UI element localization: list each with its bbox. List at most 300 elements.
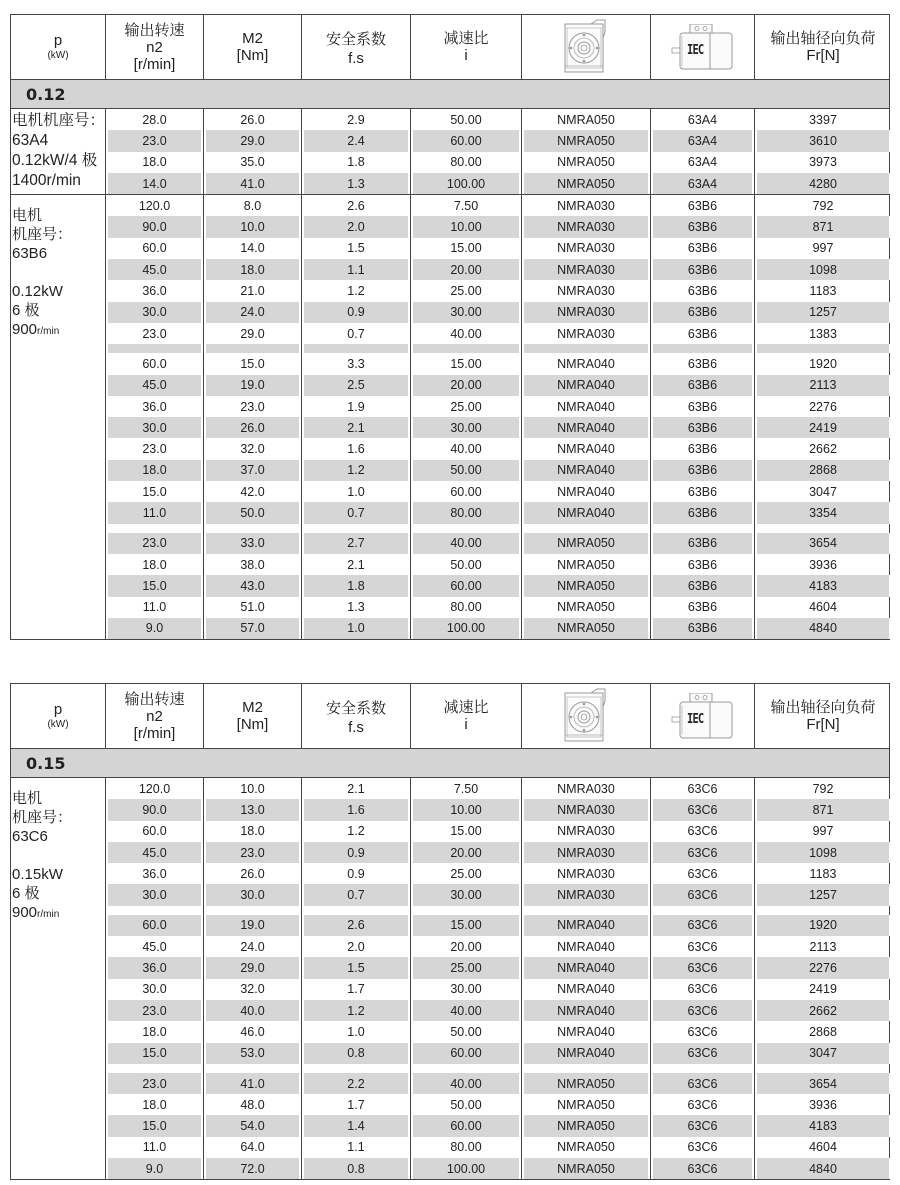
iec-motor-icon	[670, 693, 736, 739]
cell-output-speed: 30.0	[106, 884, 204, 905]
cell-radial-load: 1383	[809, 326, 837, 341]
ratio-label: 减速比	[443, 699, 489, 716]
cell-radial-load: 3973	[809, 155, 837, 170]
motor-group	[11, 195, 889, 639]
ratio-symbol: i	[464, 47, 468, 64]
cell-torque: 64.0	[204, 1137, 302, 1158]
cell-torque: 30.0	[204, 884, 302, 905]
motor-line4: 1400r/min	[12, 172, 81, 189]
cell-ratio: 40.00	[411, 533, 522, 554]
header-safety-factor	[302, 684, 411, 748]
iec-label: IEC	[686, 712, 703, 727]
cell-motor-frame: 63C6	[651, 1094, 755, 1115]
torque-symbol: M2	[242, 699, 263, 716]
cell-gearbox-model: NMRA050	[522, 130, 651, 151]
cell-motor-frame: 63C6	[651, 936, 755, 957]
cell-ratio: 15.00	[411, 238, 522, 259]
motor-speed	[12, 320, 105, 341]
header-gearbox	[522, 684, 651, 748]
cell-motor-frame: 63B6	[651, 195, 755, 216]
speed-unit: [r/min]	[133, 724, 176, 742]
cell-safety-factor: 0.7	[302, 323, 411, 344]
cell-gearbox-model: NMRA050	[522, 533, 651, 554]
cell-gearbox-model: NMRA040	[522, 979, 651, 1000]
cell-motor-frame: 63C6	[651, 1158, 755, 1179]
cell-ratio: 7.50	[411, 195, 522, 216]
performance-table-0-12kw	[10, 14, 890, 640]
cell-torque: 50.0	[204, 502, 302, 523]
cell-output-speed: 11.0	[106, 1137, 204, 1158]
cell-gearbox-model: NMRA050	[522, 173, 651, 194]
cell-safety-factor: 0.7	[302, 884, 411, 905]
cell-torque: 53.0	[204, 1043, 302, 1064]
spacer-cell	[651, 1064, 755, 1073]
cell-torque: 14.0	[204, 238, 302, 259]
cell-motor-frame: 63C6	[651, 1137, 755, 1158]
cell-torque: 10.0	[204, 778, 302, 799]
cell-motor-frame: 63C6	[651, 863, 755, 884]
cell-radial-load: 871	[755, 216, 891, 237]
cell-safety-factor: 2.1	[302, 417, 411, 438]
cell-ratio: 80.00	[411, 1137, 522, 1158]
cell-output-speed: 30.0	[106, 302, 204, 323]
cell-gearbox-model: NMRA030	[522, 884, 651, 905]
cell-radial-load: 3610	[755, 130, 891, 151]
table-row	[106, 216, 891, 237]
cell-motor-frame: 63B6	[651, 502, 755, 523]
motor-group	[11, 778, 889, 1179]
cell-safety-factor: 1.8	[302, 575, 411, 596]
header-power	[11, 15, 106, 79]
cell-gearbox-model: NMRA050	[522, 1115, 651, 1136]
cell-output-speed: 28.0	[106, 109, 204, 130]
data-rows	[106, 109, 891, 194]
spacer-cell	[651, 344, 755, 353]
cell-gearbox-model: NMRA030	[522, 259, 651, 280]
cell-torque: 32.0	[204, 438, 302, 459]
table-row	[106, 280, 891, 301]
cell-motor-frame: 63B6	[651, 481, 755, 502]
spacer-cell	[651, 524, 755, 533]
cell-safety-factor: 2.2	[302, 1073, 411, 1094]
cell-motor-frame: 63C6	[651, 1043, 755, 1064]
power-section-band: 0.15	[11, 749, 889, 778]
cell-output-speed: 45.0	[106, 375, 204, 396]
cell-radial-load: 871	[755, 799, 891, 820]
cell-safety-factor: 1.2	[302, 821, 411, 842]
spacer-cell	[755, 344, 891, 353]
cell-ratio: 7.50	[411, 778, 522, 799]
spacer-cell	[106, 1064, 204, 1073]
motor-line1: 电机	[12, 207, 43, 225]
table-row	[106, 1000, 891, 1021]
cell-output-speed: 90.0	[106, 216, 204, 237]
cell-gearbox-model: NMRA030	[522, 821, 651, 842]
table-header	[11, 684, 889, 749]
spacer-cell	[302, 906, 411, 915]
cell-radial-load: 3936	[809, 557, 837, 572]
cell-safety-factor: 1.0	[302, 481, 411, 502]
cell-output-speed: 60.0	[106, 915, 204, 936]
speed-symbol: n2	[146, 707, 163, 725]
cell-safety-factor: 0.8	[302, 1158, 411, 1179]
cell-output-speed: 60.0	[106, 821, 204, 842]
cell-ratio: 40.00	[411, 1000, 522, 1021]
cell-torque: 51.0	[204, 597, 302, 618]
cell-safety-factor: 1.2	[302, 280, 411, 301]
cell-gearbox-model: NMRA040	[522, 460, 651, 481]
header-gearbox	[522, 15, 651, 79]
cell-torque: 15.0	[204, 353, 302, 374]
cell-output-speed: 18.0	[106, 1094, 204, 1115]
table-row	[106, 460, 891, 481]
cell-motor-frame: 63B6	[651, 438, 755, 459]
safety-symbol: f.s	[348, 50, 364, 67]
cell-ratio: 50.00	[411, 1094, 522, 1115]
spacer-cell	[204, 344, 302, 353]
motor-speed-value: 900	[12, 321, 38, 339]
cell-safety-factor: 1.1	[302, 1137, 411, 1158]
motor-spacer	[12, 263, 105, 282]
motor-description	[11, 195, 106, 639]
cell-torque: 43.0	[204, 575, 302, 596]
cell-motor-frame: 63B6	[651, 554, 755, 575]
table-row	[106, 1158, 891, 1179]
spacer-cell	[522, 1064, 651, 1073]
table-row	[106, 863, 891, 884]
spacer-cell	[106, 344, 204, 353]
cell-gearbox-model: NMRA050	[522, 152, 651, 173]
cell-ratio: 40.00	[411, 438, 522, 459]
cell-gearbox-model: NMRA050	[522, 554, 651, 575]
cell-output-speed: 23.0	[106, 1073, 204, 1094]
motor-speed-unit: r/min	[37, 909, 60, 920]
cell-gearbox-model: NMRA050	[522, 109, 651, 130]
cell-motor-frame: 63C6	[651, 1000, 755, 1021]
cell-radial-load: 4280	[755, 173, 891, 194]
cell-gearbox-model: NMRA050	[522, 597, 651, 618]
cell-motor-frame: 63B6	[651, 533, 755, 554]
cell-ratio: 25.00	[411, 280, 522, 301]
cell-gearbox-model: NMRA040	[522, 353, 651, 374]
cell-safety-factor: 1.3	[302, 597, 411, 618]
cell-ratio: 80.00	[411, 502, 522, 523]
table-row	[106, 957, 891, 978]
header-radial-load	[755, 15, 891, 79]
cell-radial-load: 1257	[755, 302, 891, 323]
iec-motor-icon	[670, 24, 736, 70]
cell-ratio: 15.00	[411, 821, 522, 842]
cell-motor-frame: 63A4	[651, 109, 755, 130]
iec-label: IEC	[686, 43, 703, 58]
speed-label: 输出转速	[124, 690, 185, 708]
cell-ratio: 100.00	[411, 1158, 522, 1179]
cell-output-speed: 23.0	[106, 1000, 204, 1021]
cell-radial-load: 2868	[755, 460, 891, 481]
table-row	[106, 152, 891, 173]
cell-torque: 32.0	[204, 979, 302, 1000]
cell-torque: 42.0	[204, 481, 302, 502]
cell-radial-load: 1098	[755, 259, 891, 280]
cell-safety-factor: 1.2	[302, 1000, 411, 1021]
cell-torque: 24.0	[204, 302, 302, 323]
cell-gearbox-model: NMRA040	[522, 957, 651, 978]
performance-table-0-15kw	[10, 683, 890, 1180]
cell-motor-frame: 63B6	[651, 575, 755, 596]
cell-output-speed: 36.0	[106, 863, 204, 884]
motor-speed-unit: r/min	[37, 326, 60, 338]
cell-ratio: 30.00	[411, 979, 522, 1000]
cell-motor-frame: 63C6	[651, 884, 755, 905]
table-row	[106, 1094, 891, 1115]
cell-torque: 26.0	[204, 863, 302, 884]
cell-gearbox-model: NMRA050	[522, 1158, 651, 1179]
header-torque	[204, 15, 302, 79]
cell-motor-frame: 63B6	[651, 375, 755, 396]
table-row	[106, 353, 891, 374]
cell-gearbox-model: NMRA030	[522, 216, 651, 237]
cell-motor-frame: 63A4	[651, 130, 755, 151]
cell-output-speed: 30.0	[106, 979, 204, 1000]
table-row	[106, 238, 891, 259]
cell-ratio: 30.00	[411, 302, 522, 323]
cell-radial-load: 2662	[755, 1000, 891, 1021]
cell-torque: 8.0	[204, 195, 302, 216]
cell-gearbox-model: NMRA040	[522, 936, 651, 957]
table-row	[106, 259, 891, 280]
cell-safety-factor: 1.7	[302, 979, 411, 1000]
cell-torque: 40.0	[204, 1000, 302, 1021]
cell-torque: 26.0	[204, 109, 302, 130]
cell-safety-factor: 1.7	[302, 1094, 411, 1115]
cell-radial-load: 2662	[809, 442, 837, 457]
table-row	[106, 417, 891, 438]
cell-output-speed: 15.0	[106, 1115, 204, 1136]
cell-output-speed: 45.0	[106, 842, 204, 863]
ratio-label: 减速比	[443, 30, 489, 47]
cell-ratio: 50.00	[411, 1021, 522, 1042]
table-row	[106, 884, 891, 905]
table-row	[106, 533, 891, 554]
cell-radial-load: 4183	[755, 1115, 891, 1136]
table-row	[106, 1115, 891, 1136]
cell-output-speed: 30.0	[106, 417, 204, 438]
cell-radial-load: 2276	[755, 957, 891, 978]
table-row	[106, 799, 891, 820]
cell-motor-frame: 63A4	[651, 152, 755, 173]
radial-load-label: 输出轴径向负荷	[770, 30, 876, 47]
worm-gearbox-icon	[561, 18, 611, 76]
cell-ratio: 100.00	[411, 618, 522, 639]
motor-description	[11, 778, 106, 1179]
cell-output-speed: 60.0	[106, 238, 204, 259]
power-label: p	[53, 31, 63, 49]
cell-radial-load: 4604	[809, 1140, 837, 1155]
cell-motor-frame: 63C6	[651, 778, 755, 799]
cell-motor-frame: 63C6	[651, 799, 755, 820]
cell-torque: 29.0	[204, 957, 302, 978]
cell-radial-load: 1183	[809, 866, 837, 881]
cell-ratio: 60.00	[411, 481, 522, 502]
group-spacer	[106, 1064, 891, 1073]
motor-description	[11, 109, 106, 194]
worm-gearbox-icon	[561, 687, 611, 745]
cell-torque: 10.0	[204, 216, 302, 237]
spacer-cell	[755, 1064, 891, 1073]
header-radial-load	[755, 684, 891, 748]
torque-unit: [Nm]	[236, 47, 269, 64]
cell-output-speed: 18.0	[106, 460, 204, 481]
table-row	[106, 195, 891, 216]
motor-speed-value: 900	[12, 904, 38, 921]
cell-gearbox-model: NMRA030	[522, 799, 651, 820]
cell-safety-factor: 1.0	[302, 1021, 411, 1042]
torque-unit: [Nm]	[236, 716, 269, 733]
cell-output-speed: 60.0	[106, 353, 204, 374]
cell-gearbox-model: NMRA050	[522, 618, 651, 639]
cell-gearbox-model: NMRA030	[522, 323, 651, 344]
cell-radial-load: 1257	[755, 884, 891, 905]
motor-line3: 0.12kW/4 极	[12, 152, 98, 169]
cell-ratio: 10.00	[411, 216, 522, 237]
cell-torque: 24.0	[204, 936, 302, 957]
cell-safety-factor: 1.1	[302, 259, 411, 280]
cell-radial-load: 4840	[755, 1158, 891, 1179]
cell-output-speed: 15.0	[106, 575, 204, 596]
cell-ratio: 80.00	[411, 597, 522, 618]
cell-ratio: 50.00	[411, 109, 522, 130]
speed-unit: [r/min]	[133, 55, 176, 73]
cell-gearbox-model: NMRA050	[522, 1137, 651, 1158]
cell-motor-frame: 63B6	[651, 353, 755, 374]
cell-ratio: 25.00	[411, 957, 522, 978]
speed-symbol: n2	[146, 38, 163, 56]
cell-gearbox-model: NMRA040	[522, 375, 651, 396]
cell-motor-frame: 63B6	[651, 618, 755, 639]
table-row	[106, 915, 891, 936]
cell-radial-load: 1183	[809, 284, 837, 299]
cell-output-speed: 45.0	[106, 936, 204, 957]
cell-motor-frame: 63B6	[651, 460, 755, 481]
table-row	[106, 575, 891, 596]
cell-gearbox-model: NMRA030	[522, 302, 651, 323]
cell-safety-factor: 1.5	[302, 238, 411, 259]
spacer-cell	[302, 524, 411, 533]
cell-ratio: 30.00	[411, 884, 522, 905]
data-rows	[106, 195, 891, 639]
cell-gearbox-model: NMRA050	[522, 575, 651, 596]
cell-output-speed: 11.0	[106, 597, 204, 618]
header-safety-factor	[302, 15, 411, 79]
table-row	[106, 618, 891, 639]
cell-torque: 21.0	[204, 280, 302, 301]
header-output-speed	[106, 15, 204, 79]
cell-safety-factor: 1.6	[302, 799, 411, 820]
cell-torque: 26.0	[204, 417, 302, 438]
motor-line4: 0.12kW	[12, 283, 63, 301]
cell-safety-factor: 1.4	[302, 1115, 411, 1136]
cell-ratio: 25.00	[411, 863, 522, 884]
header-motor	[651, 15, 755, 79]
power-section-band: 0.12	[11, 80, 889, 109]
cell-gearbox-model: NMRA030	[522, 842, 651, 863]
cell-radial-load: 2113	[809, 939, 837, 954]
table-row	[106, 302, 891, 323]
cell-motor-frame: 63B6	[651, 302, 755, 323]
cell-output-speed: 120.0	[106, 778, 204, 799]
cell-safety-factor: 3.3	[302, 353, 411, 374]
cell-radial-load: 792	[812, 781, 834, 796]
cell-ratio: 20.00	[411, 375, 522, 396]
cell-gearbox-model: NMRA040	[522, 1021, 651, 1042]
cell-safety-factor: 0.9	[302, 302, 411, 323]
table-row	[106, 1073, 891, 1094]
cell-gearbox-model: NMRA040	[522, 417, 651, 438]
cell-safety-factor: 1.2	[302, 460, 411, 481]
cell-motor-frame: 63B6	[651, 238, 755, 259]
table-row	[106, 173, 891, 194]
table-row	[106, 1021, 891, 1042]
safety-label: 安全系数	[325, 700, 386, 717]
cell-ratio: 100.00	[411, 173, 522, 194]
data-rows	[106, 778, 891, 1179]
spacer-cell	[651, 906, 755, 915]
table-row	[106, 438, 891, 459]
cell-output-speed: 36.0	[106, 957, 204, 978]
cell-radial-load: 2419	[809, 982, 837, 997]
spacer-cell	[204, 524, 302, 533]
cell-safety-factor: 2.6	[302, 195, 411, 216]
spacer-cell	[411, 524, 522, 533]
power-label: p	[53, 700, 63, 718]
cell-output-speed: 36.0	[106, 280, 204, 301]
cell-radial-load: 3047	[755, 1043, 891, 1064]
cell-torque: 57.0	[204, 618, 302, 639]
cell-radial-load: 1098	[755, 842, 891, 863]
cell-motor-frame: 63B6	[651, 259, 755, 280]
cell-ratio: 40.00	[411, 323, 522, 344]
cell-radial-load: 792	[812, 198, 834, 213]
cell-safety-factor: 1.0	[302, 618, 411, 639]
spacer-cell	[411, 1064, 522, 1073]
cell-gearbox-model: NMRA050	[522, 1094, 651, 1115]
cell-torque: 33.0	[204, 533, 302, 554]
cell-safety-factor: 2.1	[302, 778, 411, 799]
cell-safety-factor: 2.6	[302, 915, 411, 936]
cell-ratio: 15.00	[411, 915, 522, 936]
cell-gearbox-model: NMRA030	[522, 778, 651, 799]
cell-radial-load: 1920	[809, 356, 837, 371]
cell-safety-factor: 0.9	[302, 842, 411, 863]
cell-output-speed: 45.0	[106, 259, 204, 280]
cell-torque: 37.0	[204, 460, 302, 481]
cell-safety-factor: 0.8	[302, 1043, 411, 1064]
cell-ratio: 60.00	[411, 575, 522, 596]
cell-safety-factor: 1.5	[302, 957, 411, 978]
cell-ratio: 20.00	[411, 842, 522, 863]
cell-radial-load: 2868	[809, 1024, 837, 1039]
cell-motor-frame: 63C6	[651, 1073, 755, 1094]
radial-load-symbol: Fr[N]	[806, 716, 840, 733]
cell-output-speed: 23.0	[106, 533, 204, 554]
cell-gearbox-model: NMRA040	[522, 396, 651, 417]
cell-radial-load: 3354	[755, 502, 891, 523]
motor-line2: 机座号：	[12, 226, 73, 244]
cell-safety-factor: 1.6	[302, 438, 411, 459]
cell-torque: 29.0	[204, 323, 302, 344]
cell-motor-frame: 63B6	[651, 417, 755, 438]
cell-safety-factor: 1.9	[302, 396, 411, 417]
